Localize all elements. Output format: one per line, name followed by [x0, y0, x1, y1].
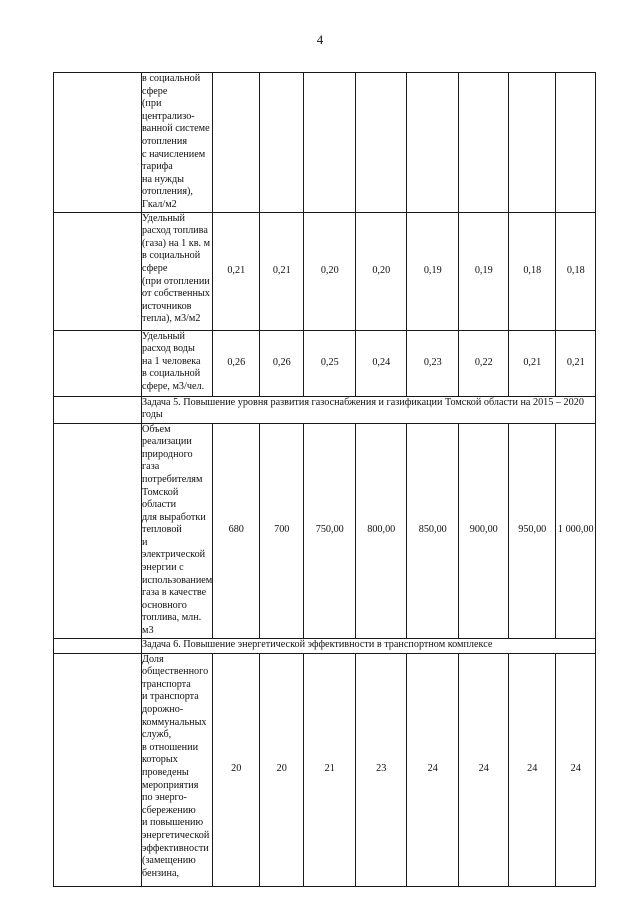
value-cell: 0,19: [459, 212, 509, 330]
value-cell: [213, 73, 260, 213]
value-cell: [356, 73, 407, 213]
value-cell: 1 000,00: [556, 423, 596, 638]
table-row: [54, 212, 596, 330]
value-cell: 0,20: [356, 212, 407, 330]
index-cell: [54, 212, 142, 330]
index-cell: [54, 653, 142, 886]
table-row: [54, 73, 596, 213]
value-cell: 950,00: [509, 423, 556, 638]
indicator-label: Удельный расход воды на 1 человека в социальной сфере, м3/чел.: [142, 330, 213, 396]
value-cell: [407, 73, 459, 213]
index-cell: [54, 73, 142, 213]
indicator-label: в социальной сфере (при централизо- ванной системе отопления с начислением тарифа на нужды отопления), Гкал/м2: [142, 73, 213, 213]
table-row: [54, 423, 596, 638]
value-cell: 0,22: [459, 330, 509, 396]
value-cell: [459, 73, 509, 213]
value-cell: 0,21: [260, 212, 304, 330]
value-cell: 680: [213, 423, 260, 638]
value-cell: 800,00: [356, 423, 407, 638]
indicators-table: [53, 72, 596, 887]
indicator-label: Удельный расход топлива (газа) на 1 кв. м в социальной сфере (при отоплении от собственных источников тепла), м3/м2: [142, 212, 213, 330]
value-cell: 20: [213, 653, 260, 886]
value-cell: 24: [407, 653, 459, 886]
value-cell: 0,18: [556, 212, 596, 330]
value-cell: 0,21: [509, 330, 556, 396]
indicator-label: Доля общественного транспорта и транспорта дорожно- коммунальных служб, в отношении которых проведены мероприятия по энерго- сбережению и повышению энергетической эффективности (замещению бензина,: [142, 653, 213, 886]
value-cell: 0,20: [304, 212, 356, 330]
value-cell: 20: [260, 653, 304, 886]
value-cell: 21: [304, 653, 356, 886]
value-cell: 23: [356, 653, 407, 886]
value-cell: 0,25: [304, 330, 356, 396]
page-number: 4: [316, 32, 324, 47]
value-cell: 750,00: [304, 423, 356, 638]
index-cell: [54, 330, 142, 396]
value-cell: [260, 73, 304, 213]
value-cell: 0,18: [509, 212, 556, 330]
value-cell: 0,26: [260, 330, 304, 396]
value-cell: [509, 73, 556, 213]
value-cell: 0,24: [356, 330, 407, 396]
value-cell: 24: [556, 653, 596, 886]
value-cell: [304, 73, 356, 213]
index-cell: [54, 638, 142, 653]
value-cell: 0,23: [407, 330, 459, 396]
value-cell: 850,00: [407, 423, 459, 638]
value-cell: 0,26: [213, 330, 260, 396]
task-row: [54, 638, 596, 653]
value-cell: 0,19: [407, 212, 459, 330]
value-cell: 24: [459, 653, 509, 886]
value-cell: [556, 73, 596, 213]
table-row: [54, 653, 596, 886]
value-cell: 24: [509, 653, 556, 886]
value-cell: 0,21: [556, 330, 596, 396]
index-cell: [54, 396, 142, 423]
value-cell: 900,00: [459, 423, 509, 638]
table-row: [54, 330, 596, 396]
task-6-title: Задача 6. Повышение энергетической эффективности в транспортном комплексе: [142, 638, 596, 653]
task-row: [54, 396, 596, 423]
indicator-label: Объем реализации природного газа потребителям Томской области для выработки тепловой и электрической энергии с использованием газа в качестве основного топлива, млн. м3: [142, 423, 213, 638]
index-cell: [54, 423, 142, 638]
value-cell: 0,21: [213, 212, 260, 330]
value-cell: 700: [260, 423, 304, 638]
task-5-title: Задача 5. Повышение уровня развития газоснабжения и газификации Томской области на 2015 – 2020 годы: [142, 396, 596, 423]
